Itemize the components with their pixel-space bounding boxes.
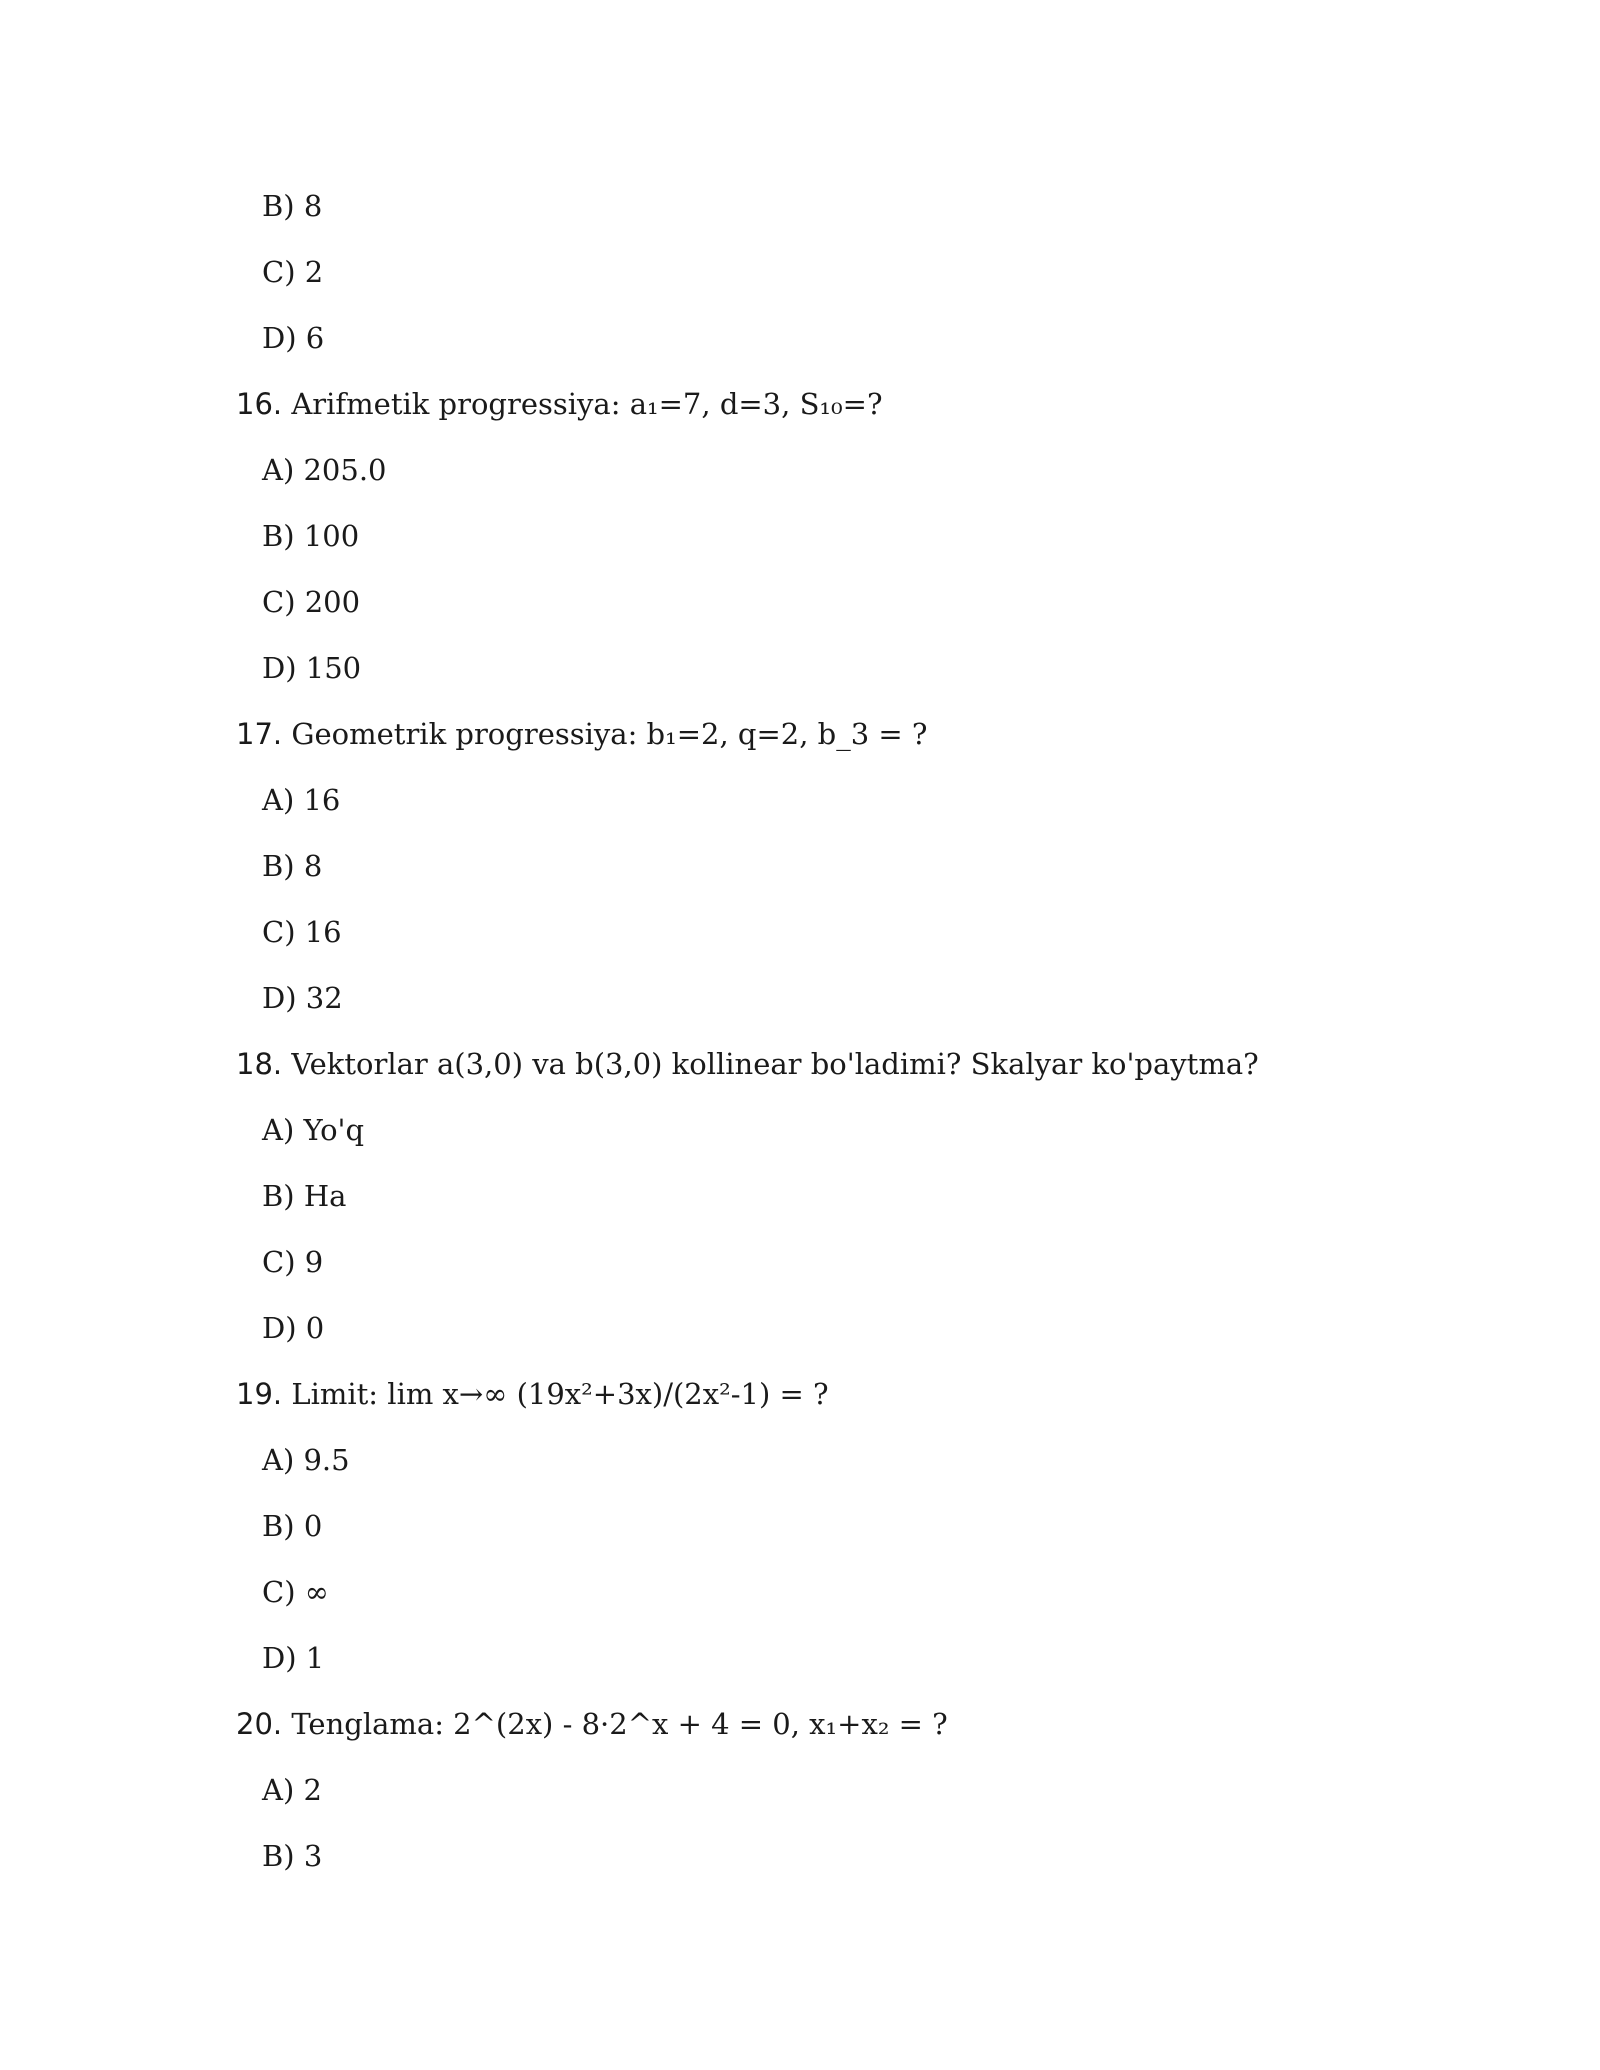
question-18 <box>236 1044 1259 1084</box>
question-number: 19. <box>236 1377 283 1411</box>
option-15-b: B) 8 <box>262 189 323 223</box>
option-18-c: C) 9 <box>262 1245 324 1279</box>
option-20-a: A) 2 <box>262 1773 322 1807</box>
option-16-d: D) 150 <box>262 651 362 685</box>
option-15-c: C) 2 <box>262 255 324 289</box>
option-18-a: A) Yo'q <box>262 1113 365 1147</box>
option-16-a: A) 205.0 <box>262 453 387 487</box>
option-19-a: A) 9.5 <box>262 1443 350 1477</box>
option-20-b: B) 3 <box>262 1839 323 1873</box>
option-16-c: C) 200 <box>262 585 361 619</box>
question-number: 17. <box>236 717 283 751</box>
question-number: 20. <box>236 1707 283 1741</box>
question-text: Tenglama: 2^(2x) - 8·2^x + 4 = 0, x₁+x₂ = ? <box>291 1707 948 1741</box>
option-16-b: B) 100 <box>262 519 360 553</box>
question-16 <box>236 384 883 424</box>
question-20 <box>236 1704 948 1744</box>
option-15-d: D) 6 <box>262 321 325 355</box>
question-17 <box>236 714 927 754</box>
option-18-b: B) Ha <box>262 1179 347 1213</box>
question-text: Limit: lim x→∞ (19x²+3x)/(2x²-1) = ? <box>291 1377 829 1411</box>
question-number: 16. <box>236 387 283 421</box>
option-17-c: C) 16 <box>262 915 342 949</box>
option-17-a: A) 16 <box>262 783 341 817</box>
option-19-b: B) 0 <box>262 1509 323 1543</box>
question-19 <box>236 1374 829 1414</box>
question-text: Arifmetik progressiya: a₁=7, d=3, S₁₀=? <box>291 387 883 421</box>
option-18-d: D) 0 <box>262 1311 325 1345</box>
option-19-d: D) 1 <box>262 1641 325 1675</box>
question-text: Vektorlar a(3,0) va b(3,0) kollinear bo'ladimi? Skalyar ko'paytma? <box>291 1047 1259 1081</box>
question-text: Geometrik progressiya: b₁=2, q=2, b_3 = ? <box>291 717 928 751</box>
option-19-c: C) ∞ <box>262 1575 329 1609</box>
option-17-b: B) 8 <box>262 849 323 883</box>
option-17-d: D) 32 <box>262 981 343 1015</box>
question-number: 18. <box>236 1047 283 1081</box>
